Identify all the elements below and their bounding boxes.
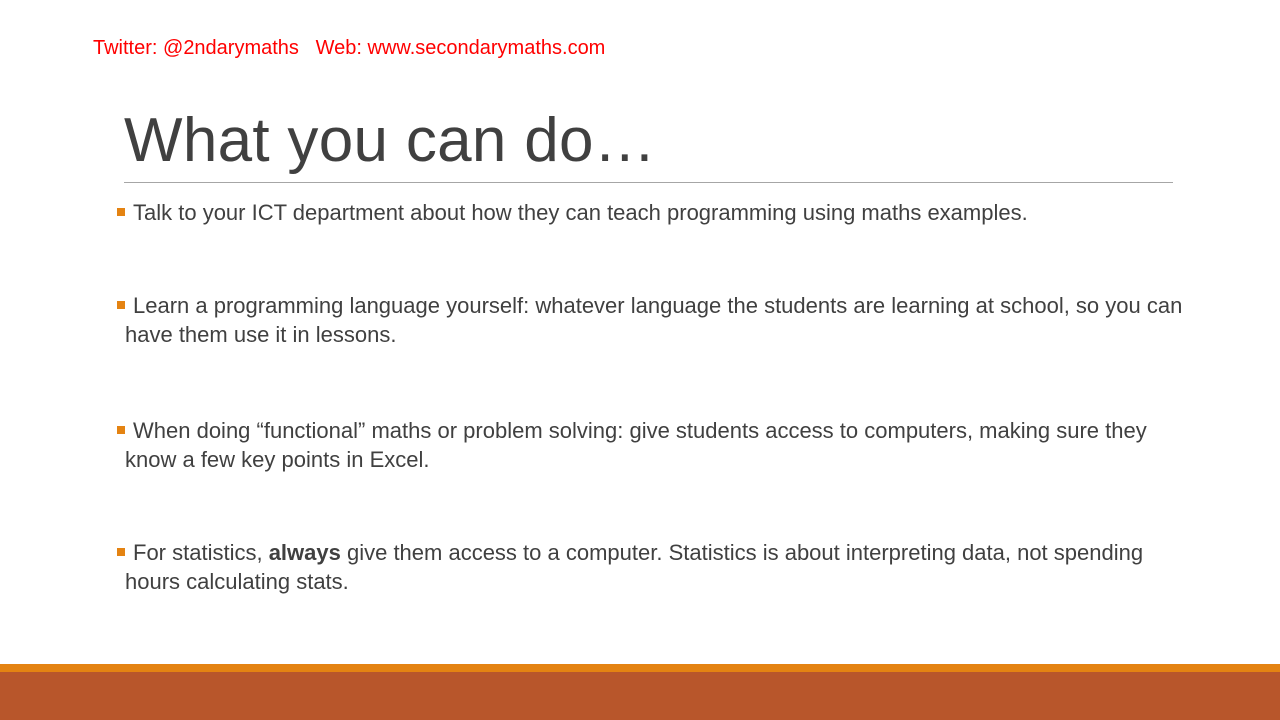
square-bullet-icon [117,301,125,309]
bullet-text: Learn a programming language yourself: whatever language the students are learning at school, so you can have them use it in lessons. [125,293,1183,347]
twitter-handle: Twitter: @2ndarymaths [93,37,299,59]
bullet-text-emphasis: always [268,540,341,565]
footer-accent-stripe [0,664,1280,672]
square-bullet-icon [117,208,125,216]
website-url: Web: www.secondarymaths.com [315,37,606,59]
bullet-item [116,416,1196,474]
square-bullet-icon [117,426,125,434]
contact-header [93,36,605,60]
title-divider [124,182,1173,183]
slide-title: What you can do… [124,106,657,175]
bullet-text-suffix: give them access to a computer. Statistics is about interpreting data, not spending hours calculating stats. [125,540,1144,594]
bullet-text-prefix: For statistics, [133,540,269,565]
bullet-text: Talk to your ICT department about how they can teach programming using maths examples. [133,200,1028,225]
bullet-item [116,538,1196,596]
bullet-text [116,538,1196,596]
bullet-text: When doing “functional” maths or problem solving: give students access to computers, making sure they know a few key points in Excel. [125,418,1147,472]
bullet-item [116,198,1196,227]
bullet-item [116,291,1196,349]
footer-band [0,664,1280,720]
square-bullet-icon [117,548,125,556]
